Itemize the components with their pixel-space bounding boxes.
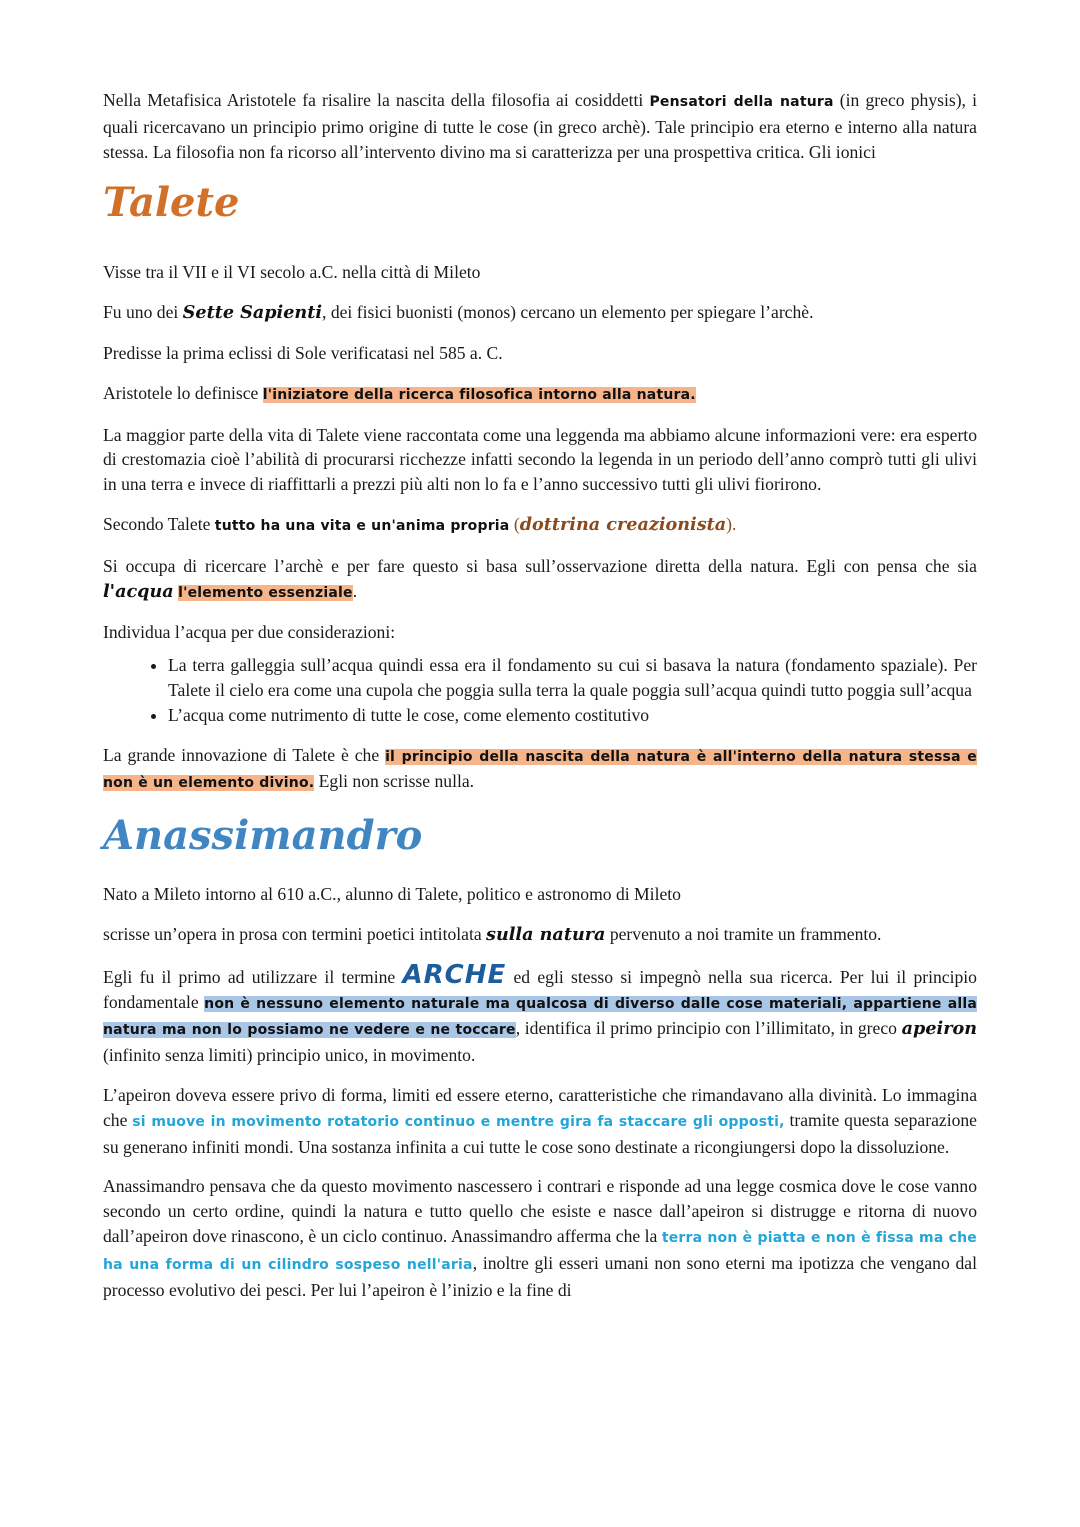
intro-paragraph [103, 88, 977, 164]
anass-p4-cyan: si muove in movimento rotatorio continuo e mentre gira fa staccare gli opposti, [132, 1113, 785, 1130]
talete-p2-text-2: , dei fisici buonisti (monos) cercano un elemento per spiegare l’archè. [322, 302, 814, 323]
anass-p2-text-1: scrisse un’opera in prosa con termini poetici intitolata [103, 923, 487, 944]
talete-paragraph-6 [103, 512, 977, 539]
talete-p4-text: Aristotele lo definisce [103, 382, 263, 403]
talete-p6-paren-close: ). [726, 513, 737, 534]
talete-p2-script: Sette Sapienti [182, 302, 323, 324]
anass-p3-highlight: non è nessuno elemento naturale ma qualcosa di diverso dalle cose materiali, appartiene alla natura ma non lo possiamo ne vedere e ne toccare [103, 995, 977, 1039]
document-page [103, 88, 977, 1317]
anass-paragraph-4 [103, 1083, 977, 1159]
talete-p7-text-1: Si occupa di ricercare l’archè e per fare questo si basa sull’osservazione diretta della natura. Egli con pensa che sia [103, 555, 977, 576]
talete-p7-text-2: . [352, 580, 358, 601]
anass-paragraph-2 [103, 922, 977, 948]
talete-p2-text-1: Fu uno dei [103, 302, 183, 323]
talete-p9-highlight: il principio della nascita della natura è all'interno della natura stessa e non è un elemento divino. [103, 748, 977, 792]
talete-p9-text-2: Egli non scrisse nulla. [314, 771, 475, 792]
anass-paragraph-5 [103, 1174, 977, 1302]
anass-paragraph-1: Nato a Mileto intorno al 610 a.C., alunno di Talete, politico e astronomo di Mileto [103, 884, 681, 905]
heading-talete: Talete [103, 179, 240, 227]
list-item: • L’acqua come nutrimento di tutte le cose, come elemento costitutivo [168, 703, 977, 728]
anass-p3-arche: ARCHE [402, 959, 507, 990]
talete-p6-handwritten: tutto ha una vita e un'anima propria [214, 517, 510, 534]
talete-paragraph-7 [103, 554, 977, 606]
talete-paragraph-3: Predisse la prima eclissi di Sole verificatasi nel 585 a. C. [103, 342, 503, 363]
anass-paragraph-3 [103, 959, 977, 1068]
anass-p3-text-1: Egli fu il primo ad utilizzare il termine [103, 966, 403, 987]
anass-p2-script: sulla natura [486, 923, 606, 945]
anass-p4-text-1: L’apeiron doveva essere privo di forma, limiti ed essere eterno, caratteristiche che rimandavano alla divinità. Lo immagina che [103, 1084, 977, 1130]
talete-paragraph-5: La maggior parte della vita di Talete viene raccontata come una leggenda ma abbiamo alcune informazioni vere: era esperto di crestomazia cioè l’abilità di procurarsi ricchezze infatti secondo la legenda in un periodo dell’anno comprò tutti gli ulivi in una terra e invece di riaffittarli a prezzi più alti non lo fa e l’anno successivo tutti gli ulivi fiorirono. [103, 424, 977, 495]
anass-p5-text-2: , inoltre gli esseri umani non sono eterni ma ipotizza che vengano dal processo evolutivo dei pesci. Per lui l’apeiron è l’inizio e la fine di [103, 1252, 977, 1300]
anass-p3-text-3: , identifica il primo principio con l’illimitato, in greco [515, 1018, 902, 1039]
talete-p6-text-1: Secondo Talete [103, 513, 215, 534]
talete-p7-highlight: l'elemento essenziale [178, 584, 353, 601]
anass-p4-text-2: tramite questa separazione su generano infiniti mondi. Una sostanza infinita a cui tutte le cose sono destinate a ricongiungersi dopo la dissoluzione. [103, 1109, 977, 1157]
intro-handwritten-term: Pensatori della natura [649, 94, 834, 110]
talete-p6-paren-open: ( [509, 513, 520, 534]
intro-text-1: Nella Metafisica Aristotele fa risalire la nascita della filosofia ai cosiddetti [103, 90, 650, 110]
talete-bullet-list [103, 653, 977, 727]
talete-paragraph-8: Individua l’acqua per due considerazioni: [103, 622, 396, 643]
talete-p4-highlight: l'iniziatore della ricerca filosofica intorno alla natura. [262, 386, 696, 403]
heading-anassimandro: Anassimandro [103, 812, 423, 860]
anass-p5-cyan: terra non è piatta e non è fissa ma che ha una forma di un cilindro sospeso nell'aria [103, 1229, 977, 1273]
talete-p6-script: dottrina creazionista [519, 513, 727, 535]
talete-paragraph-1: Visse tra il VII e il VI secolo a.C. nella città di Mileto [103, 262, 481, 283]
anass-p3-text-2: ed egli stesso si impegnò nella sua ricerca. Per lui il principio fondamentale [103, 966, 977, 1012]
talete-paragraph-9 [103, 743, 977, 797]
talete-paragraph-4 [103, 381, 977, 408]
anass-p5-text-1: Anassimandro pensava che da questo movimento nascessero i contrari e risponde ad una legge cosmica dove le cose vanno secondo un certo ordine, quindi la natura e tutto quello che esiste e nasce dall’apeiron si distrugge e ritorna di nuovo dall’apeiron dove rinascono, è un ciclo continuo. Anassimandro afferma che la [103, 1176, 977, 1246]
anass-p2-text-2: pervenuto a noi tramite un frammento. [605, 923, 882, 944]
anass-p3-text-4: (infinito senza limiti) principio unico, in movimento. [103, 1045, 476, 1066]
talete-p7-script: l'acqua [103, 580, 174, 602]
anass-p3-script: apeiron [901, 1018, 977, 1040]
talete-paragraph-2 [103, 300, 977, 326]
intro-text-2: (in greco physis), i quali ricercavano un principio primo origine di tutte le cose (in greco archè). Tale principio era eterno e interno alla natura stessa. La filosofia non fa ricorso all’intervento divino ma si caratterizza per una prospettiva critica. Gli ionici [103, 90, 977, 162]
talete-p9-text-1: La grande innovazione di Talete è che [103, 744, 386, 765]
list-item: • La terra galleggia sull’acqua quindi essa era il fondamento su cui si basava la natura (fondamento spaziale). Per Talete il cielo era come una cupola che poggia sulla terra la quale poggia sull’acqua quindi tutto poggia sull’acqua [168, 653, 977, 703]
